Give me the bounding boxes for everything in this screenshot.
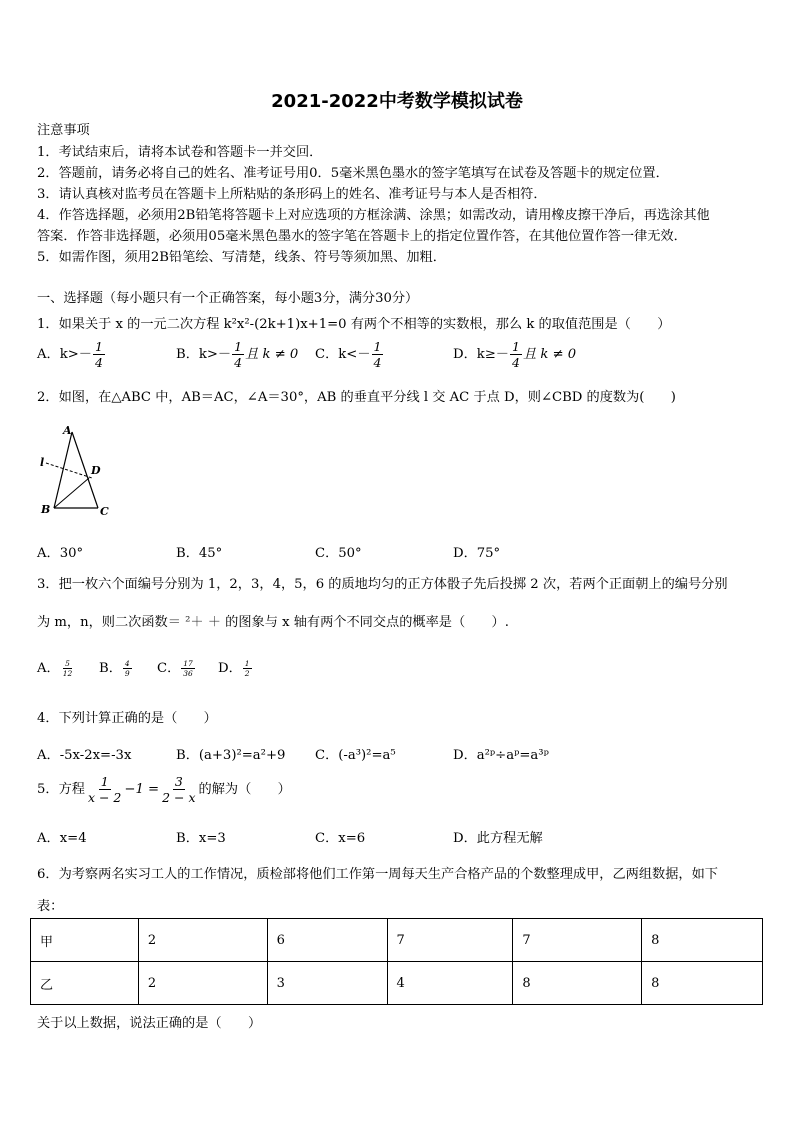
table-cell: 7 [387,919,513,962]
question-4-option-b: B．(a+3)²=a²+9 [176,748,286,763]
label-a: A [63,424,72,437]
fraction-numerator: 1 [234,339,243,354]
question-2-option-a: A．30° [37,546,84,561]
label-l: l [40,456,45,469]
table-cell: 乙 [31,962,139,1005]
notice-item: 4．作答选择题，必须用2B铅笔将答题卡上对应选项的方框涂满、涂黑；如需改动，请用橡皮擦干净后，再选涂其他 [37,208,710,223]
question-3-line-2 [37,611,509,630]
label-b: B [41,503,51,516]
question-1-option-a [37,339,106,370]
table-cell: 甲 [31,919,139,962]
fraction [510,339,522,370]
fraction-numerator: 5 [65,659,70,668]
fraction-numerator: 1 [100,774,109,789]
fraction [232,339,244,370]
question-6-line-2: 表： [37,899,64,914]
question-2-stem: 2．如图，在△ABC 中，AB＝AC，∠A＝30°，AB 的垂直平分线 l 交 AC 于点 D，则∠CBD 的度数为( ) [37,390,676,405]
fraction [181,659,195,678]
fraction-denominator: 4 [512,355,520,370]
notice-item: 5．如需作图，须用2B铅笔绘、写清楚，线条、符号等须加黑、加粗． [37,250,446,265]
question-2-option-d: D．75° [453,546,501,561]
table-cell: 8 [513,962,642,1005]
question-1-stem: 1．如果关于 x 的一元二次方程 k²x²-(2k+1)x+1=0 有两个不相等的实数根，那么 k 的取值范围是（ ） [37,317,671,332]
question-text: 为 m，n，则二次函数 [37,615,168,630]
question-2-option-c: C．50° [315,546,362,561]
question-1-option-c [315,339,384,370]
question-5-stem [37,774,291,805]
option-label: C． [157,661,181,676]
question-6-line-1: 6．为考察两名实习工人的工作情况，质检部将他们工作第一周每天生产合格产品的个数整理成甲，乙两组数据，如下 [37,867,718,882]
fraction-numerator: 1 [512,339,520,354]
side-ab [54,432,72,508]
notice-heading: 注意事项 [37,123,90,138]
fraction [93,339,105,370]
fraction [86,774,123,805]
table-cell: 7 [513,919,642,962]
notice-item: 3．请认真核对监考员在答题卡上所粘贴的条形码上的姓名、准考证号与本人是否相符． [37,187,547,202]
fraction [372,339,384,370]
question-5-option-b: B．x=3 [176,831,226,846]
question-4-option-a: A．-5x-2x=-3x [37,748,132,763]
label-d: D [91,464,101,477]
option-text: 且 k ≠ 0 [522,347,577,362]
fraction-numerator: 4 [124,659,130,668]
fraction [243,659,252,678]
fraction-numerator: 17 [183,659,193,668]
page-title: 2021-2022中考数学模拟试卷 [271,91,523,112]
option-label: A． [37,661,60,676]
question-3-option-b [99,657,133,678]
question-3-option-d [218,657,253,678]
fraction-denominator: 9 [124,669,130,678]
question-text: 5．方程 [37,782,85,797]
question-4-option-c: C．(-a³)²=a⁵ [315,748,396,763]
option-label: D． [218,661,242,676]
fraction-numerator: 3 [174,774,183,789]
fraction-denominator: 36 [183,669,193,678]
fraction-denominator: 2 [244,669,250,678]
question-4-option-d: D．a²ᵖ÷aᵖ=a³ᵖ [453,748,549,763]
option-text: C．k<－ [315,347,371,362]
fraction-numerator: 1 [373,339,382,354]
table-cell: 8 [642,962,763,1005]
question-text: 的解为（ ） [198,782,291,797]
fraction-denominator: 2 − x [162,790,196,805]
notice-item: 2．答题前，请务必将自己的姓名、准考证号用0．5毫米黑色墨水的签字笔填写在试卷及答题卡的规定位置． [37,166,669,181]
triangle-figure [30,420,120,520]
question-5-option-d: D．此方程无解 [453,831,543,846]
fraction-denominator: 12 [62,669,73,678]
section-heading: 一、选择题（每小题只有一个正确答案，每小题3分，满分30分） [37,291,419,306]
quadratic-formula: ＝ ²＋ ＋ [167,615,226,630]
question-3-line-1: 3．把一枚六个面编号分别为 1，2，3，4，5，6 的质地均匀的正方体骰子先后投掷 2 次，若两个正面朝上的编号分别 [37,577,728,592]
data-table [30,918,763,1005]
table-cell: 4 [387,962,513,1005]
table-row [31,962,763,1005]
question-5-option-c: C．x=6 [315,831,366,846]
notice-item: 答案．作答非选择题，必须用05毫米黑色墨水的签字笔在答题卡上的指定位置作答，在其他位置作答一律无效． [37,229,687,244]
question-1-option-d [453,339,576,370]
fraction-denominator: x − 2 [87,790,122,805]
option-label: B． [99,661,122,676]
fraction [160,774,197,805]
question-5-option-a: A．x=4 [37,831,87,846]
fraction-denominator: 4 [373,355,382,370]
question-4-stem: 4．下列计算正确的是（ ） [37,711,217,726]
table-cell: 2 [138,919,267,962]
option-text: D．k≥－ [453,347,509,362]
fraction-numerator: 1 [244,659,250,668]
notice-item: 1．考试结束后，请将本试卷和答题卡一并交回． [37,145,323,160]
option-text: A．k>－ [37,347,92,362]
label-c: C [100,505,109,518]
question-3-option-c [157,657,196,678]
segment-bd [54,478,89,508]
option-text: B．k>－ [176,347,232,362]
question-text: −1 = [124,782,160,797]
table-cell: 2 [138,962,267,1005]
option-text: 且 k ≠ 0 [245,347,299,362]
fraction-numerator: 1 [94,339,103,354]
table-row [31,919,763,962]
fraction-denominator: 4 [234,355,243,370]
question-6-prompt: 关于以上数据，说法正确的是（ ） [37,1016,262,1031]
table-cell: 8 [642,919,763,962]
fraction [61,659,75,678]
table-cell: 3 [267,962,387,1005]
fraction [123,659,132,678]
question-2-option-b: B．45° [176,546,223,561]
question-text: 的图象与 x 轴有两个不同交点的概率是（ ）. [225,615,509,630]
question-3-option-a [37,657,75,678]
table-cell: 6 [267,919,387,962]
question-1-option-b [176,339,298,370]
fraction-denominator: 4 [94,355,103,370]
